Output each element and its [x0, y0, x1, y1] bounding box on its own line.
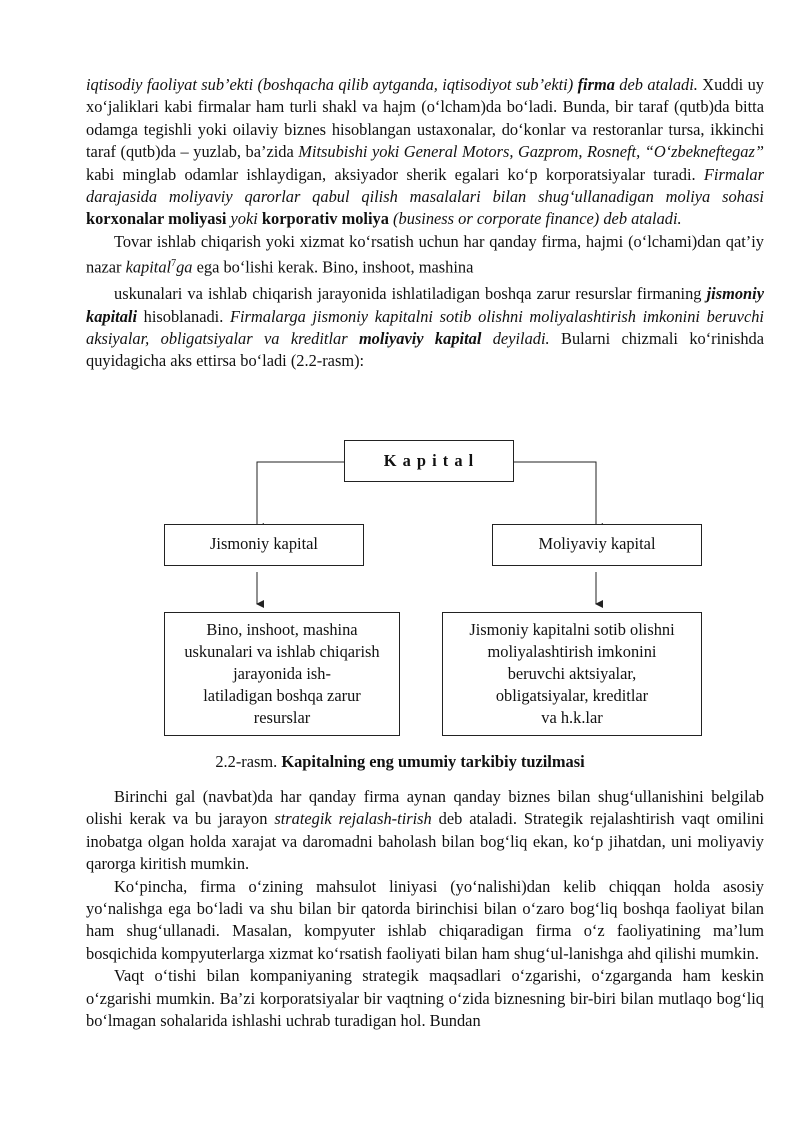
- term-jismoniy-kapital: jismoniy kapitali: [86, 284, 764, 326]
- detail-line: moliyalashtirish imkonini: [487, 642, 657, 661]
- text-block-bottom: [86, 786, 764, 1032]
- caption-prefix: 2.2-rasm.: [215, 752, 282, 771]
- text-run: ga: [176, 257, 193, 277]
- figure-caption: [0, 752, 800, 772]
- term-firma: firma: [577, 75, 615, 94]
- paragraph-6: Vaqt o‘tishi bilan kompaniyaning strategik maqsadlari o‘zgarishi, o‘zgarganda ham keskin o‘zgarishi mumkin. Ba’zi korporatsiyalar bir vaqtning o‘zida biznesning bir-biri bilan mutlaqo bog‘liq bo‘lmagan sohalarida ishlashi uchrab turadigan hol. Bundan: [86, 966, 764, 1031]
- text-run: iqtisodiy faoliyat sub’ekti (boshqacha qilib aytganda, iqtisodiyot sub’ekti): [86, 75, 574, 94]
- text-run: Firmalar darajasida moliyaviy qarorlar qabul qilish masalalari bilan shug‘ullanadigan moliya sohasi: [86, 164, 764, 207]
- node-label: Jismoniy kapital: [210, 534, 318, 553]
- text-run: ega bo‘lishi kerak. Bino, inshoot, mashina: [192, 257, 474, 277]
- detail-line: Bino, inshoot, mashina: [206, 620, 358, 639]
- text-run: Xuddi uy xo‘jaliklari kabi firmalar ham turli shakl va hajm (o‘lcham)da bo‘ladi. Bunda, bir taraf (qutb)da bitta odamga tegishli yoki oilaviy biznes hisoblangan ustaxonalar, do‘konlar va restoranlar tursa, ikkinchi taraf (qutb)da – yuzlab, ba’zida: [86, 75, 764, 162]
- term-moliyaviy-kapital: moliyaviy kapital: [358, 328, 482, 348]
- detail-line: Jismoniy kapitalni sotib olishni: [469, 620, 675, 639]
- term-strategik: strategik rejalash-tirish: [274, 809, 432, 829]
- connector-right: [514, 462, 596, 527]
- text-run: Birinchi gal (navbat)da har qanday firma aynan qanday biznes bilan shug‘ullanishini belgilab olishi kerak va bu jarayon: [86, 787, 764, 829]
- detail-line: uskunalari va ishlab chiqarish: [184, 642, 380, 661]
- root-label: K a p i t a l: [383, 451, 475, 470]
- detail-line: resurslar: [253, 708, 311, 727]
- term-korporativ-moliya: korporativ moliya: [261, 209, 389, 229]
- text-run: Firmalarga jismoniy kapitalni sotib olishni moliyalashtirish imkonini beruvchi aksiyalar, obligatsiyalar va kreditlar: [86, 306, 764, 348]
- diagram-node-moliyaviy: [492, 524, 702, 566]
- footnote-ref: 7: [171, 258, 177, 270]
- diagram-detail-moliyaviy: [442, 612, 702, 736]
- detail-line: latiladigan boshqa zarur: [203, 686, 361, 705]
- diagram-node-jismoniy: [164, 524, 364, 566]
- paragraph-5: Ko‘pincha, firma o‘zining mahsulot liniyasi (yo‘nalishi)dan kelib chiqqan holda asosiy yo‘nalishga ega bo‘ladi va shu bilan bir qatorda birinchisi bilan o‘zaro bog‘liq boshqa faoliyat bilan ham shug‘ullanadi. Masalan, kompyuter ishlab chiqaradigan firma o‘z faoliyatining ma’lum bosqichida kompyuterlarga xizmat ko‘rsatish faoliyati bilan ham shug‘ul-lanishga ahd qilishi mumkin.: [86, 876, 764, 963]
- caption-title: Kapitalning eng umumiy tarkibiy tuzilmasi: [281, 752, 585, 771]
- connector-left: [257, 462, 344, 527]
- text-run: Mitsubishi yoki General Motors, Gazprom, Rosneft,: [298, 142, 641, 162]
- text-run: hisoblanadi.: [137, 306, 230, 326]
- diagram-detail-jismoniy: [164, 612, 400, 736]
- text-run: deb ataladi.: [619, 75, 698, 94]
- text-run: deb ataladi. Strategik rejalashtirish vaqt omilini inobatga olgan holda xarajat va daromadni baholash bilan bog‘liq ekan, ko‘p jihatdan, uni moliyaviy qarorga kiritish mumkin.: [86, 809, 764, 874]
- text-run: Tovar ishlab chiqarish yoki xizmat ko‘rsatish uchun har qanday firma, hajmi (o‘lchami)dan qat’iy nazar: [86, 231, 764, 277]
- paragraph-3: [86, 283, 764, 373]
- diagram-root-kapital: [344, 440, 514, 482]
- term-kapital: kapital: [125, 257, 172, 277]
- paragraph-2: [86, 231, 764, 279]
- text-run: yoki: [226, 209, 262, 229]
- text-run: deyiladi.: [481, 328, 550, 348]
- text-run: kabi minglab odamlar ishlaydigan, aksiyador sherik egalari ko‘p korporatsiyalar turadi.: [86, 164, 704, 184]
- text-run: “O‘zbekneftegaz”: [640, 142, 764, 162]
- paragraph-1: [86, 74, 764, 231]
- term-korxonalar-moliyasi: korxonalar moliyasi: [86, 209, 227, 229]
- paragraph-4: [86, 786, 764, 876]
- text-block-top: [86, 74, 764, 373]
- detail-line: va h.k.lar: [541, 708, 603, 727]
- text-run: (business or corporate finance) deb ataladi.: [388, 209, 682, 229]
- text-run: uskunalari va ishlab chiqarish jarayonida ishlatiladigan boshqa zarur resurslar firmaning: [114, 284, 707, 304]
- detail-line: jarayonida ish-: [233, 664, 331, 683]
- node-label: Moliyaviy kapital: [538, 534, 656, 553]
- text-run: Bularni chizmali ko‘rinishda quyidagicha aks ettirsa bo‘ladi (2.2-rasm):: [86, 328, 764, 371]
- detail-line: obligatsiyalar, kreditlar: [495, 686, 649, 705]
- detail-line: beruvchi aktsiyalar,: [507, 664, 637, 683]
